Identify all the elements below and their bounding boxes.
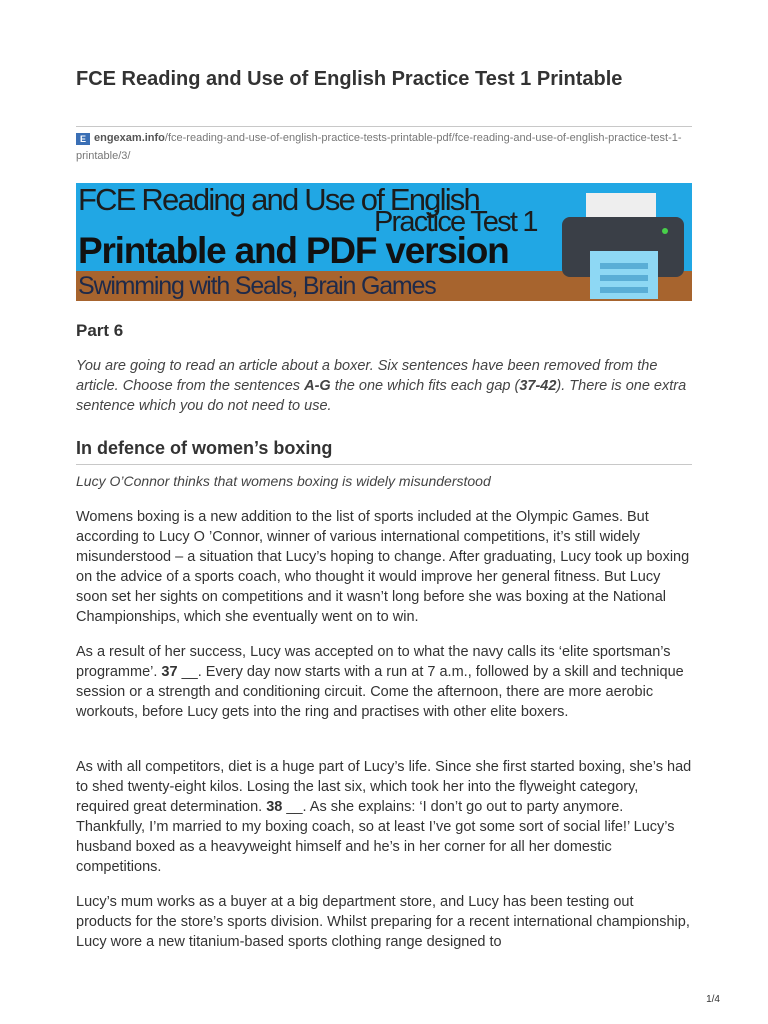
article-paragraph-3: As with all competitors, diet is a huge part of Lucy’s life. Since she first started boxing, she’s had to shed twenty-eight kilos. Losing the last six, which took her into the flyweight category, required great determination. 38 __. As she explains: ‘I don’t go out to party anymore. Thankfully, I’m married to my boxing coach, so at least I’ve got some sort of social life!’ Lucy’s husband boxed as a heavyweight himself and he’s in her corner for all her domestic competitions. (76, 759, 692, 875)
part-heading: Part 6 (76, 321, 124, 340)
article-title-divider (76, 464, 692, 465)
banner-version-line: Printable and PDF version (78, 230, 509, 271)
source-domain[interactable]: engexam.info (94, 132, 165, 144)
page-number: 1/4 (706, 994, 720, 1005)
page-title: FCE Reading and Use of English Practice Test 1 Printable (76, 68, 623, 90)
article-title: In defence of women’s boxing (76, 438, 333, 458)
article-paragraph-4: Lucy’s mum works as a buyer at a big department store, and Lucy has been testing out products for the store’s sports division. Whilst preparing for a recent international championship, Lucy wore a new titanium-based sports clothing range designed to (76, 894, 690, 950)
task-instructions: You are going to read an article about a boxer. Six sentences have been removed from the article. Choose from the sentences A-G the one which fits each gap (37-42). There is one extra sentence which you do not need to use. (76, 358, 687, 414)
article-paragraph-1: Womens boxing is a new addition to the list of sports included at the Olympic Games. But according to Lucy O ’Connor, winner of various international competitions, it’s still widely misunderstood – a situation that Lucy’s hoping to change. After graduating, Lucy took up boxing on the advice of a sports coach, who thought it would improve her general fitness. But Lucy soon set her sights on competitions and it wasn’t long before she was boxing at the National Championships, which she eventually went on to win. (76, 509, 690, 625)
banner-subtitle-line: Practice Test 1 (374, 206, 537, 238)
banner-topics-line: Swimming with Seals, Brain Games (78, 272, 436, 300)
source-path[interactable]: /fce-reading-and-use-of-english-practice-tests-printable-pdf/fce-reading-and-use-of-english-practice-test-1-printable/3/ (76, 132, 682, 162)
banner-title-line: FCE Reading and Use of English (78, 183, 479, 217)
printer-icon (560, 191, 686, 301)
gap-38: 38 (266, 799, 283, 815)
gap-37: 37 (161, 664, 178, 680)
source-url[interactable] (76, 129, 692, 165)
site-logo-icon: E (76, 133, 90, 145)
article-paragraph-2: As a result of her success, Lucy was accepted on to what the navy calls its ‘elite sportsman’s programme’. 37 __. Every day now starts with a run at 7 a.m., followed by a skill and technique session or a strength and conditioning circuit. Come the afternoon, there are more aerobic workouts, before Lucy gets into the ring and practises with other elite boxers. (76, 644, 684, 720)
banner-image (76, 183, 692, 301)
article-subtitle: Lucy O’Connor thinks that womens boxing is widely misunderstood (76, 473, 491, 489)
title-divider (76, 126, 692, 127)
